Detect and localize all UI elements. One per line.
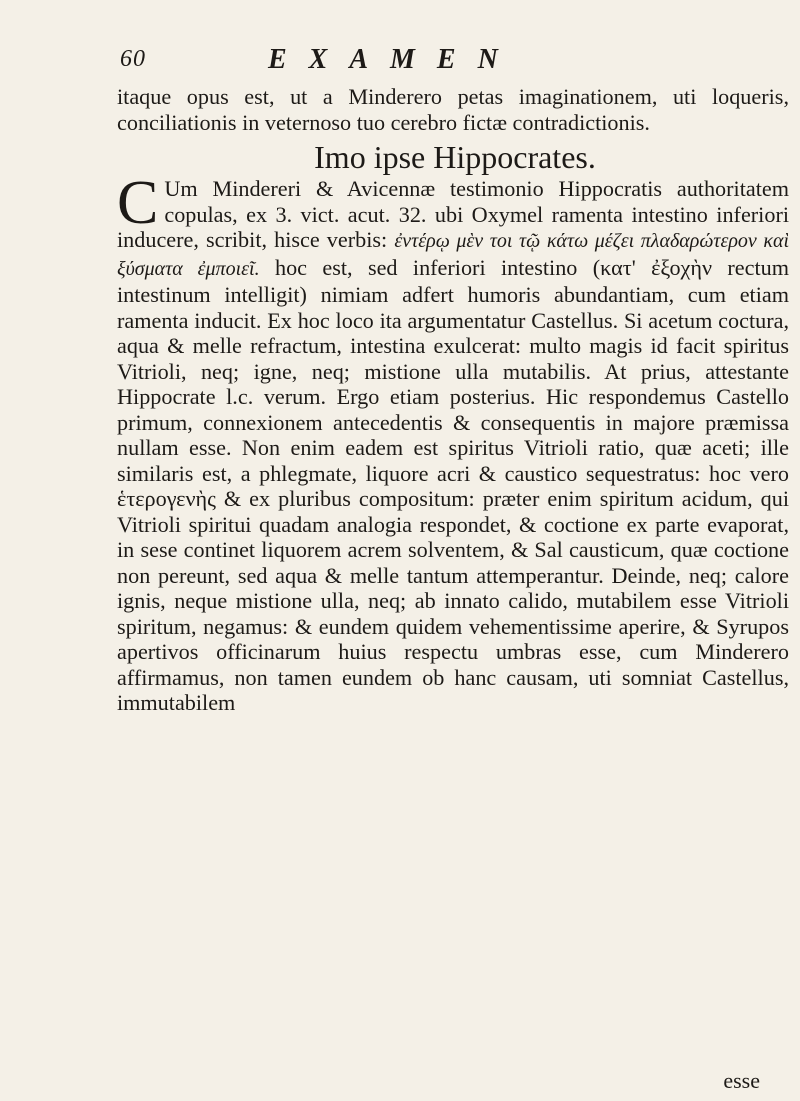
catchword: esse <box>723 1068 760 1093</box>
paragraph-body-text: hoc est, sed inferiori intestino (κατ' ἐξοχὴν rectum intestinum intelligit) nimiam adfert humoris abundantiam, cum etiam ramenta inducit. Ex hoc loco ita argumentatur Castellus. Si acetum coctura, aqua & melle refractum, intestina exulcerat: multo magis id facit spiritus Vitrioli, neq; igne, neq; mistione ulla mutabilis. At prius, attestante Hippocrate l.c. verum. Ergo etiam posterius. Hic respondemus Castello primum, connexionem antecedentis & consequentis in majore præmissa nullam esse. Non enim eadem est spiritus Vitrioli ratio, quæ aceti; ille similaris est, a phlegmate, liquore acri & caustico sequestratus: hoc vero ἑτερογενὴς & ex pluribus compositum: præter enim spiritum acidum, qui Vitrioli spiritui quadam analogia respondet, & coctione ex parte evaporat, in sese continet liquorem acrem solventem, & Sal causticum, quæ coctione non pereunt, sed aqua & melle tantum attemperantur. Deinde, neq; calore ignis, neque mistione ulla, neq; ab innato calido, mutabilem esse Vitrioli spiritum, negamus: & eundem quidem vehementissime aperire, & Syrupos apertivos officinarum huius respectu umbras esse, cum Minderero affirmamus, non tamen eundem ob hanc causam, uti somniat Castellus, immutabilem <box>117 254 790 715</box>
page-header <box>120 44 800 84</box>
running-title: EXAMEN <box>268 44 520 75</box>
paragraph-intro-text: Um Mindereri & Avicennæ testimonio Hippocratis authoritatem copulas, ex 3. vict. acut. 32. ubi Oxymel ramenta intestino inferiori inducere, scribit, hisce verbis: <box>117 176 789 252</box>
section-heading: Imo ipse Hippocrates. <box>314 139 596 175</box>
drop-cap: C <box>117 169 159 237</box>
main-paragraph <box>117 169 790 716</box>
opening-paragraph: itaque opus est, ut a Minderero petas imaginationem, uti loqueris, conciliationis in veternoso tuo cerebro fictæ contradictionis. <box>117 84 789 135</box>
body-text <box>117 84 789 716</box>
greek-quotation: ἐντέρῳ μὲν τοι τῷ κάτω μέζει πλαδαρώτερον καὶ ξύσματα ἐμποιεῖ. <box>117 230 790 280</box>
page-number: 60 <box>120 46 146 72</box>
